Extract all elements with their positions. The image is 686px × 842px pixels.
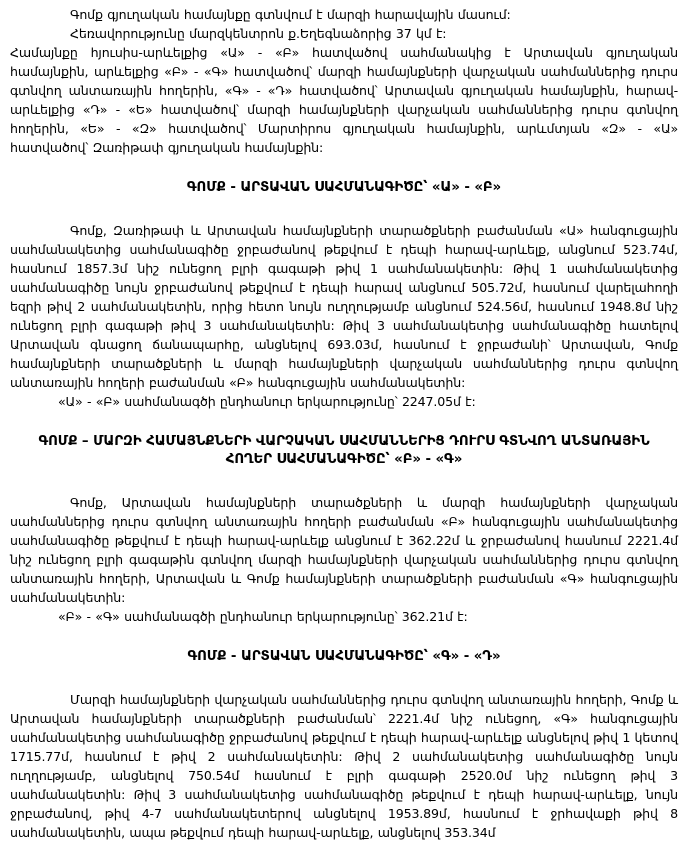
section-body: Գոմք, Արտավան համայնքների տարածքների և մարզի համայնքների վարչական սահմաններից դուրս գտնվող անտառային հողերի բաժանման «Բ» հանգուցային սահմանակետից սահմանագիծը թեքվում է դեպի հարավ-արևելք անցնում է 362.22մ և ջրբաժանով հասնում 2221.4մ նիշ ունեցող բլրի գագաթին գտնվող մարզի համայնքների վարչական սահմաններից դուրս գտնվող անտառային հողերի, Արտավան և Գոմք համայնքների տարածքների բաժանման «Գ» հանգուցային սահմանակետին: — [10, 495, 678, 605]
section-heading: ԳՈՄՔ – ՄԱՐԶԻ ՀԱՄԱՅՆՔՆԵՐԻ ՎԱՐՉԱԿԱՆ ՍԱՀՄԱՆՆԵՐԻՑ ԴՈՒՐՍ ԳՏՆՎՈՂ ԱՆՏԱՌԱՅԻՆ — [38, 434, 650, 449]
spacer — [10, 197, 678, 221]
spacer — [10, 666, 678, 690]
section-body: Մարզի համայնքների վարչական սահմաններից դուրս գտնվող անտառային հողերի, Գոմք և Արտավան համայնքների տարածքների բաժանման՝ 2221.4մ նիշ ունեցող, «Գ» հանգուցային սահմանակետից սահմանագիծը ջրբաժանով թեքվում է դեպի հարավ-արևելք անցնելով թիվ 1 կետով 1715.77մ, հասնում է թիվ 2 սահմանակետին: Թիվ 2 սահմանակետից սահմանագիծը նույն ուղղությամբ, անցնելով 750.54մ հասնում է բլրի գագաթի 2520.0մ նիշ ունեցող թիվ 3 սահմանակետին: Թիվ 3 սահմանակետից սահմանագիծը թեքվում է դեպի հարավ-արևելք, նույն ջրբաժանով, թիվ 4-7 սահմանակետերով անցնելով 1953.89մ, հասնում է ջրհավաքի թիվ 8 սահմանակետին, ապա թեքվում դեպի հարավ-արևելք, անցնելով 353.34մ — [10, 692, 678, 840]
section-heading-line2: ՀՈՂԵՐ ՍԱՀՄԱՆԱԳԻԾԸ՝ «Բ» - «Գ» — [225, 452, 463, 467]
intro-distance-line: Հեռավորությունը մարզկենտրոն ք.Եղեգնաձորից 37 կմ է: — [70, 26, 447, 41]
section-g-d — [10, 648, 678, 842]
spacer — [10, 157, 678, 179]
intro-location-line: Գոմք գյուղական համայնքը գտնվում է մարզի հարավային մասում: — [70, 7, 511, 22]
section-total-length: «Բ» - «Գ» սահմանագծի ընդհանուր երկարությունը՝ 362.21մ է: — [58, 609, 468, 624]
section-a-b — [10, 179, 678, 411]
spacer — [10, 411, 678, 433]
section-b-g — [10, 433, 678, 626]
section-heading: ԳՈՄՔ - ԱՐՏԱՎԱՆ ՍԱՀՄԱՆԱԳԻԾԸ՝ «Ա» - «Բ» — [186, 180, 502, 195]
spacer — [10, 469, 678, 493]
section-heading: ԳՈՄՔ - ԱՐՏԱՎԱՆ ՍԱՀՄԱՆԱԳԻԾԸ՝ «Գ» - «Դ» — [187, 649, 501, 664]
intro-boundaries-paragraph: Համայնքը հյուսիս-արևելքից «Ա» - «Բ» հատվածով սահմանակից է Արտավան գյուղական համայնքին, արևելքից «Բ» - «Գ» հատվածով՝ մարզի համայնքների վարչական սահմաններից դուրս գտնվող անտառային հողերին, «Գ» - «Դ» հատվածով՝ Արտավան գյուղական համայնքին, հարավ-արևելքից «Դ» - «Ե» հատվածով՝ մարզի համայնքների վարչական սահմաններից դուրս գտնվող հողերին, «Ե» - «Զ» հատվածով՝ Մարտիրոս գյուղական համայնքին, արևմտյան «Զ» - «Ա» հատվածով՝ Զառիթափ գյուղական համայնքին: — [10, 45, 678, 155]
spacer — [10, 626, 678, 648]
section-body: Գոմք, Զառիթափ և Արտավան համայնքների տարածքների բաժանման «Ա» հանգուցային սահմանակետից սահմանագիծը ջրբաժանով թեքվում է դեպի հարավ-արևելք, անցնում 523.74մ, հասնում 1857.3մ նիշ ունեցող բլրի գագաթի թիվ 1 սահմանակետին: Թիվ 1 սահմանակետից սահմանագիծը նույն ջրբաժանով թեքվում է դեպի հարավ անցնում 505.72մ, հասնում վարելահողի եզրի թիվ 2 սահմանակետին, որից հետո նույն ուղղությամբ անցնում 524.56մ, հասնում 1948.8մ նիշ ունեցող բլրի գագաթի թիվ 3 սահմանակետին: Թիվ 3 սահմանակետից սահմանագիծը հատելով Արտավան գնացող ճանապարհը, անցնելով 693.03մ, հասնում է ջրբաժանի՝ Արտավան, Գոմք համայնքների տարածքների և մարզի համայնքների վարչական սահմաններից դուրս գտնվող անտառային հողերի բաժանման «Բ» հանգուցային սահմանակետին: — [10, 223, 678, 390]
section-total-length: «Ա» - «Բ» սահմանագծի ընդհանուր երկարությունը՝ 2247.05մ է: — [58, 394, 476, 409]
